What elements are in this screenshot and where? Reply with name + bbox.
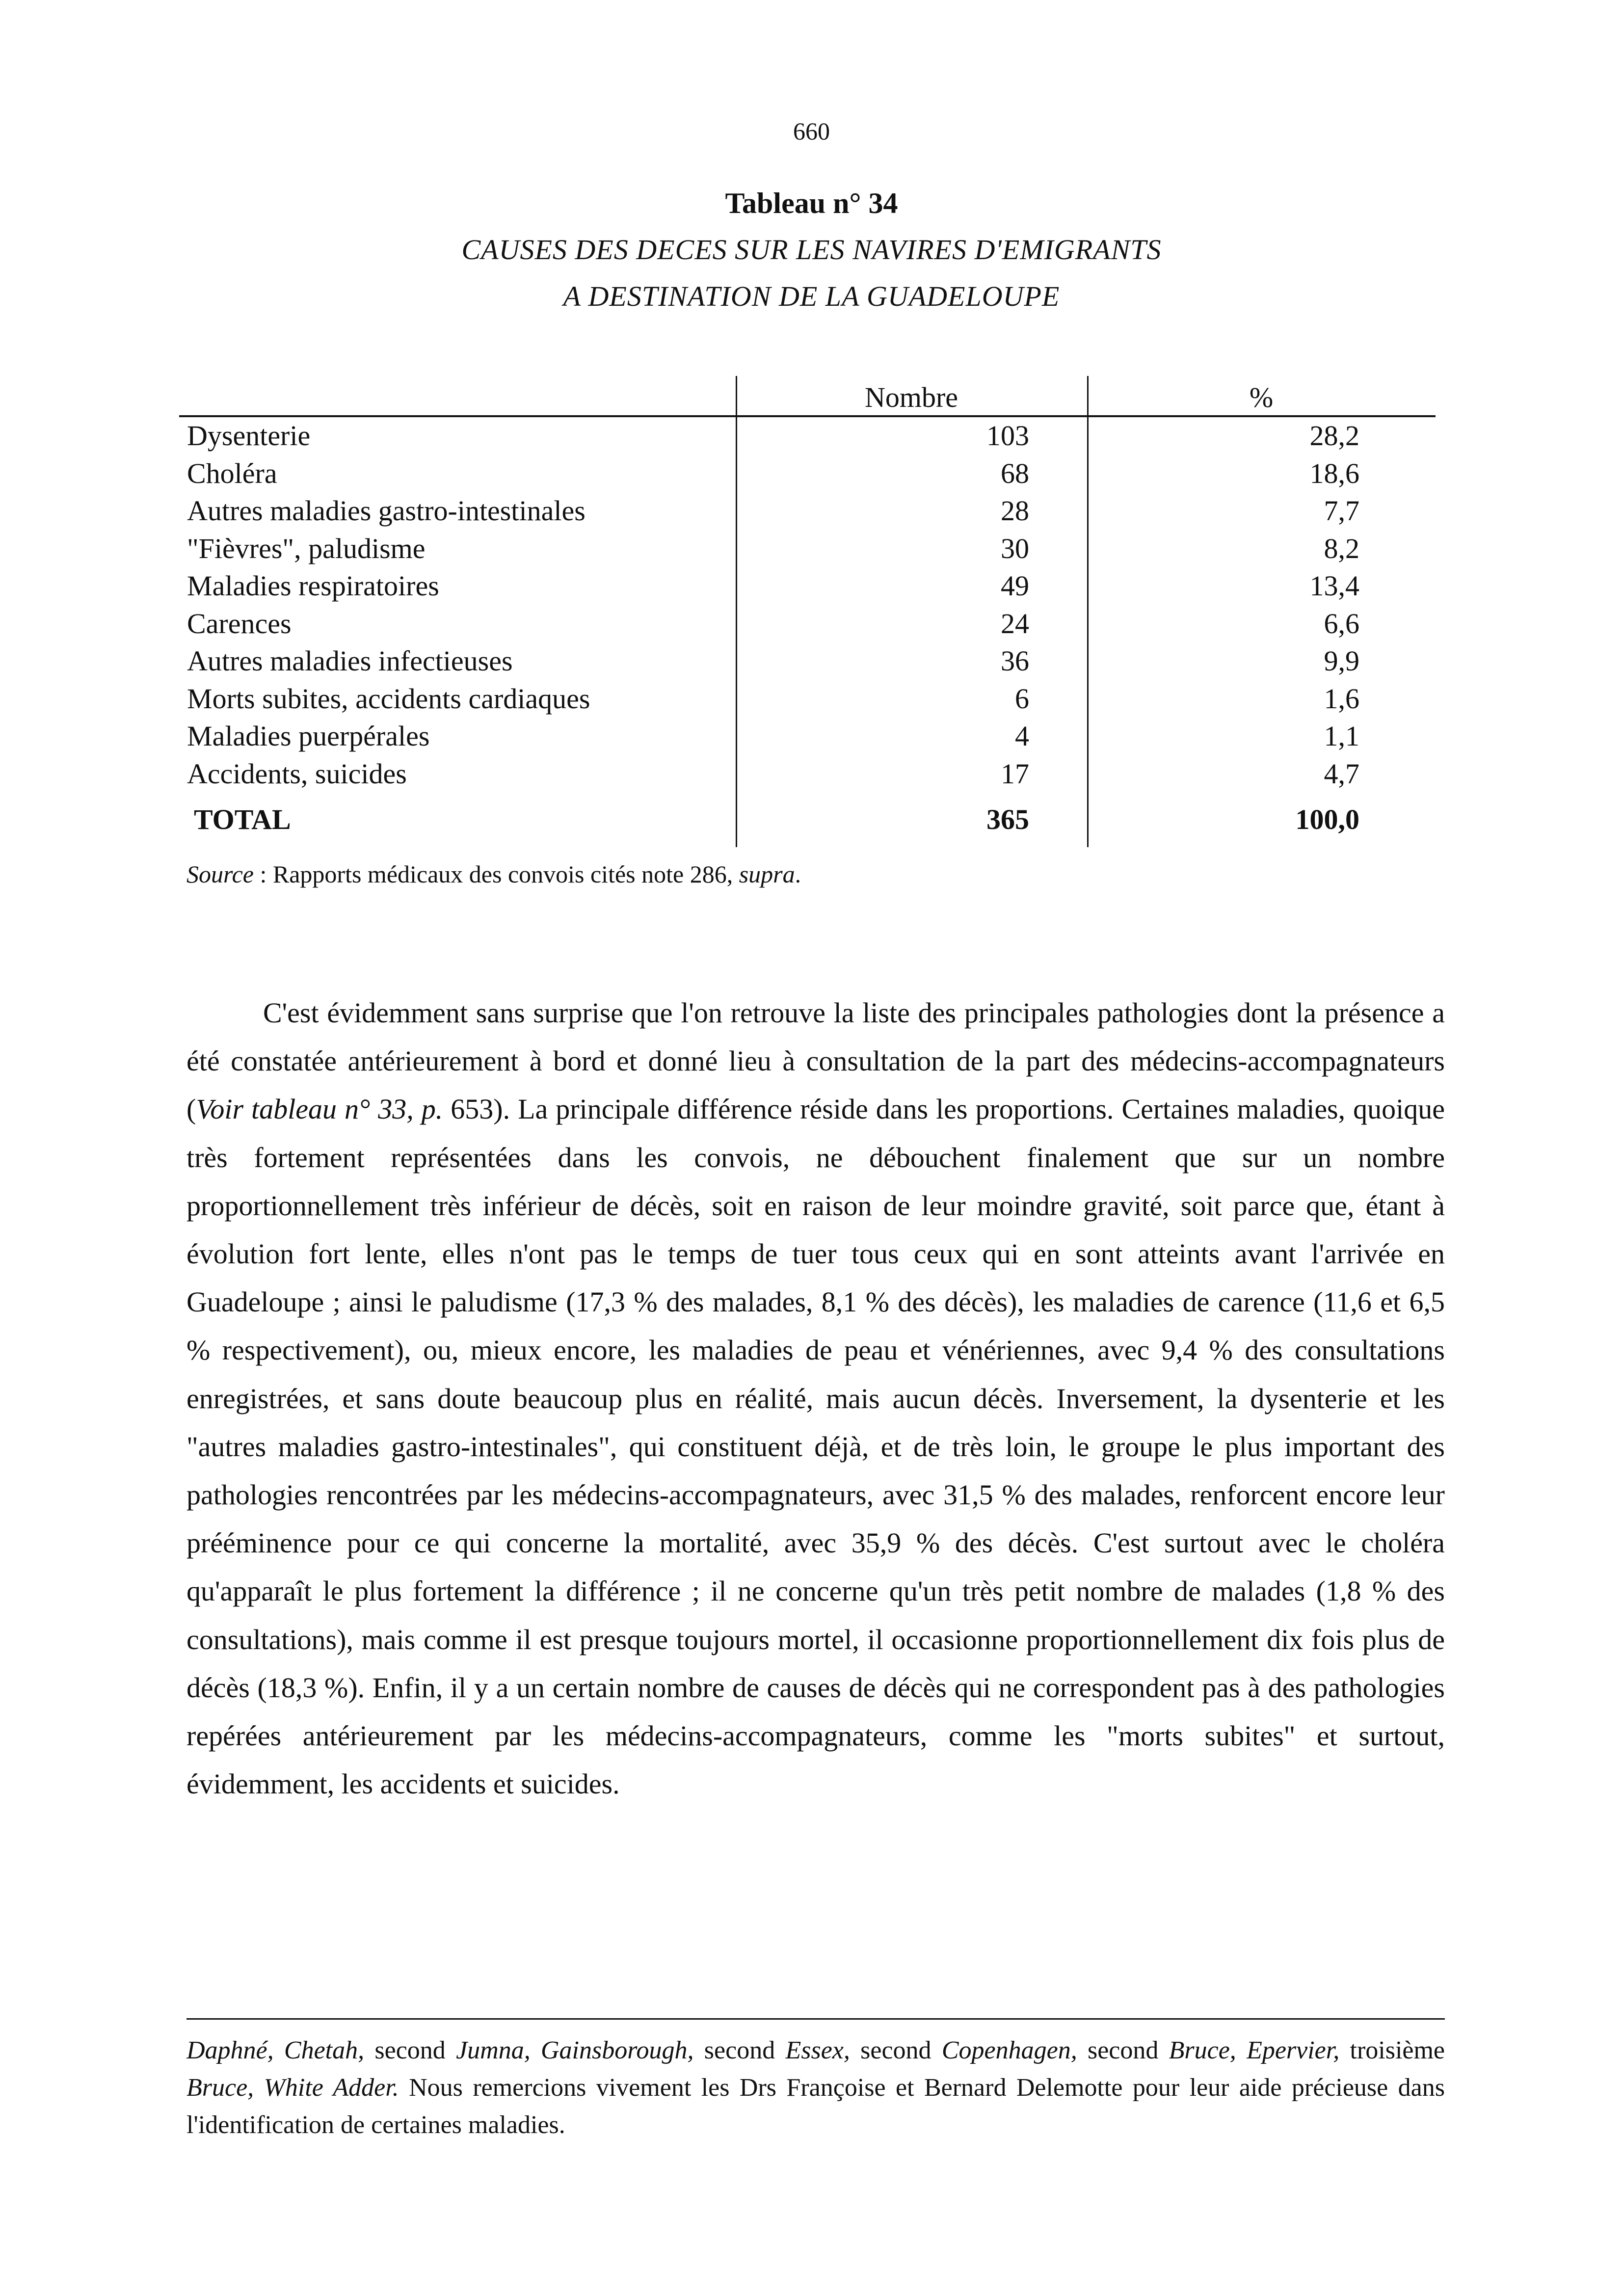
- row-nombre: 68: [1001, 457, 1029, 489]
- row-label: Autres maladies infectieuses: [187, 645, 513, 677]
- header-percent: %: [1249, 381, 1274, 413]
- row-label: Accidents, suicides: [187, 757, 407, 790]
- row-nombre: 28: [1001, 495, 1029, 527]
- paragraph-part2: 653). La principale différence réside dans les proportions. Certaines maladies, quoique très fortement représentées dans les convois, ne débouchent finalement que sur un nombre proportionnellement très inférieur de décès, soit en raison de leur moindre gravité, soit parce que, étant à évolution fort lente, elles n'ont pas le temps de tuer tous ceux qui en sont atteints avant l'arrivée en Guadeloupe ; ainsi le paludisme (17,3 % des malades, 8,1 % des décès), les maladies de carence (11,6 et 6,5 % respectivement), ou, mieux encore, les maladies de peau et vénériennes, avec 9,4 % des consultations enregistrées, et sans doute beaucoup plus en réalité, mais aucun décès. Inversement, la dysenterie et les "autres maladies gastro-intestinales", qui constituent déjà, et de très loin, le groupe le plus important des pathologies rencontrées par les médecins-accompagnateurs, avec 31,5 % des malades, renforcent encore leur prééminence pour ce qui concerne la mortalité, avec 35,9 % des décès. C'est surtout avec le choléra qu'apparaît le plus fortement la différence ; il ne concerne qu'un très petit nombre de malades (1,8 % des consultations), mais comme il est presque toujours mortel, il occasionne proportionnellement dix fois plus de décès (18,3 %). Enfin, il y a un certain nombre de causes de décès qui ne correspondent pas à des pathologies repérées antérieurement par les médecins-accompagnateurs, comme les "morts subites" et surtout, évidemment, les accidents et suicides.: [186, 1093, 1445, 1800]
- header-nombre: Nombre: [864, 381, 958, 413]
- total-label: TOTAL: [194, 803, 291, 835]
- footnote-ship-essex: Essex,: [785, 2036, 850, 2064]
- row-nombre: 17: [1001, 757, 1029, 790]
- row-nombre: 30: [1001, 532, 1029, 564]
- table-row: [179, 530, 1436, 568]
- footnote-text: second: [850, 2036, 942, 2064]
- footnote-separator: [186, 2018, 1445, 2020]
- footnote-text: Nous remercions vivement les Drs Françoise et Bernard Delemotte pour leur aide précieuse dans l'identification de certaines maladies.: [186, 2074, 1445, 2139]
- table-row: [179, 755, 1436, 793]
- table-header: [179, 376, 1436, 417]
- table-row: [179, 455, 1436, 493]
- table-row: [179, 680, 1436, 718]
- row-nombre: 49: [1001, 570, 1029, 602]
- table-row-total: [179, 793, 1436, 841]
- table-row: [179, 492, 1436, 530]
- table-row: [179, 642, 1436, 680]
- table-title: Tableau n° 34: [725, 187, 898, 219]
- paragraph-table-reference: Voir tableau n° 33, p.: [196, 1093, 443, 1125]
- row-label: Morts subites, accidents cardiaques: [187, 682, 590, 715]
- source-text: : Rapports médicaux des convois cités note 286,: [254, 860, 739, 888]
- footnote-ships2: Jumna, Gainsborough,: [456, 2036, 694, 2064]
- total-percent: 100,0: [1295, 803, 1359, 835]
- footnote-text: second: [364, 2036, 456, 2064]
- body-paragraph: [186, 989, 1445, 1808]
- row-percent: 4,7: [1324, 757, 1359, 790]
- table-subtitle-line1: CAUSES DES DECES SUR LES NAVIRES D'EMIGRANTS: [461, 234, 1162, 266]
- row-label: Choléra: [187, 457, 277, 489]
- table-subtitle-line2: A DESTINATION DE LA GUADELOUPE: [563, 280, 1060, 312]
- row-label: Dysenterie: [187, 420, 311, 452]
- footnote-ship-copenhagen: Copenhagen,: [941, 2036, 1077, 2064]
- table-row: [179, 417, 1436, 455]
- row-nombre: 24: [1001, 607, 1029, 640]
- source-end: .: [795, 860, 801, 888]
- source-supra: supra: [739, 860, 795, 888]
- row-percent: 7,7: [1324, 495, 1359, 527]
- row-nombre: 36: [1001, 645, 1029, 677]
- row-percent: 6,6: [1324, 607, 1359, 640]
- row-percent: 8,2: [1324, 532, 1359, 564]
- row-nombre: 6: [1015, 682, 1029, 715]
- row-percent: 28,2: [1309, 420, 1359, 452]
- row-label: "Fièvres", paludisme: [187, 532, 426, 564]
- total-nombre: 365: [986, 803, 1029, 835]
- footnote-ships3: Bruce, Epervier,: [1169, 2036, 1340, 2064]
- footnote-ships4: Bruce, White Adder.: [186, 2074, 399, 2102]
- page-number: 660: [793, 117, 830, 145]
- row-percent: 9,9: [1324, 645, 1359, 677]
- table-row: [179, 718, 1436, 755]
- row-percent: 13,4: [1309, 570, 1359, 602]
- footnote-text: second: [1077, 2036, 1169, 2064]
- footnote-text: troisième: [1339, 2036, 1445, 2064]
- row-percent: 1,1: [1324, 720, 1359, 752]
- footnote-ships1: Daphné, Chetah,: [186, 2036, 365, 2064]
- row-label: Maladies respiratoires: [187, 570, 439, 602]
- table-source: [186, 860, 801, 888]
- row-label: Autres maladies gastro-intestinales: [187, 495, 585, 527]
- table-body: [179, 417, 1436, 793]
- footnote: [186, 2032, 1445, 2144]
- causes-table: [179, 376, 1436, 841]
- row-nombre: 103: [986, 420, 1029, 452]
- table-row: [179, 605, 1436, 643]
- paragraph-part1: C'est évidemment sans surprise que l'on retrouve la liste des principales pathologies dont la présence a été constatée antérieurement à bord et donné lieu à consultation de la part des médecins-accompagnateurs (: [186, 997, 1445, 1125]
- row-percent: 18,6: [1309, 457, 1359, 489]
- row-label: Maladies puerpérales: [187, 720, 430, 752]
- row-label: Carences: [187, 607, 292, 640]
- table-row: [179, 567, 1436, 605]
- row-percent: 1,6: [1324, 682, 1359, 715]
- source-label: Source: [186, 860, 254, 888]
- row-nombre: 4: [1015, 720, 1029, 752]
- footnote-text: second: [693, 2036, 786, 2064]
